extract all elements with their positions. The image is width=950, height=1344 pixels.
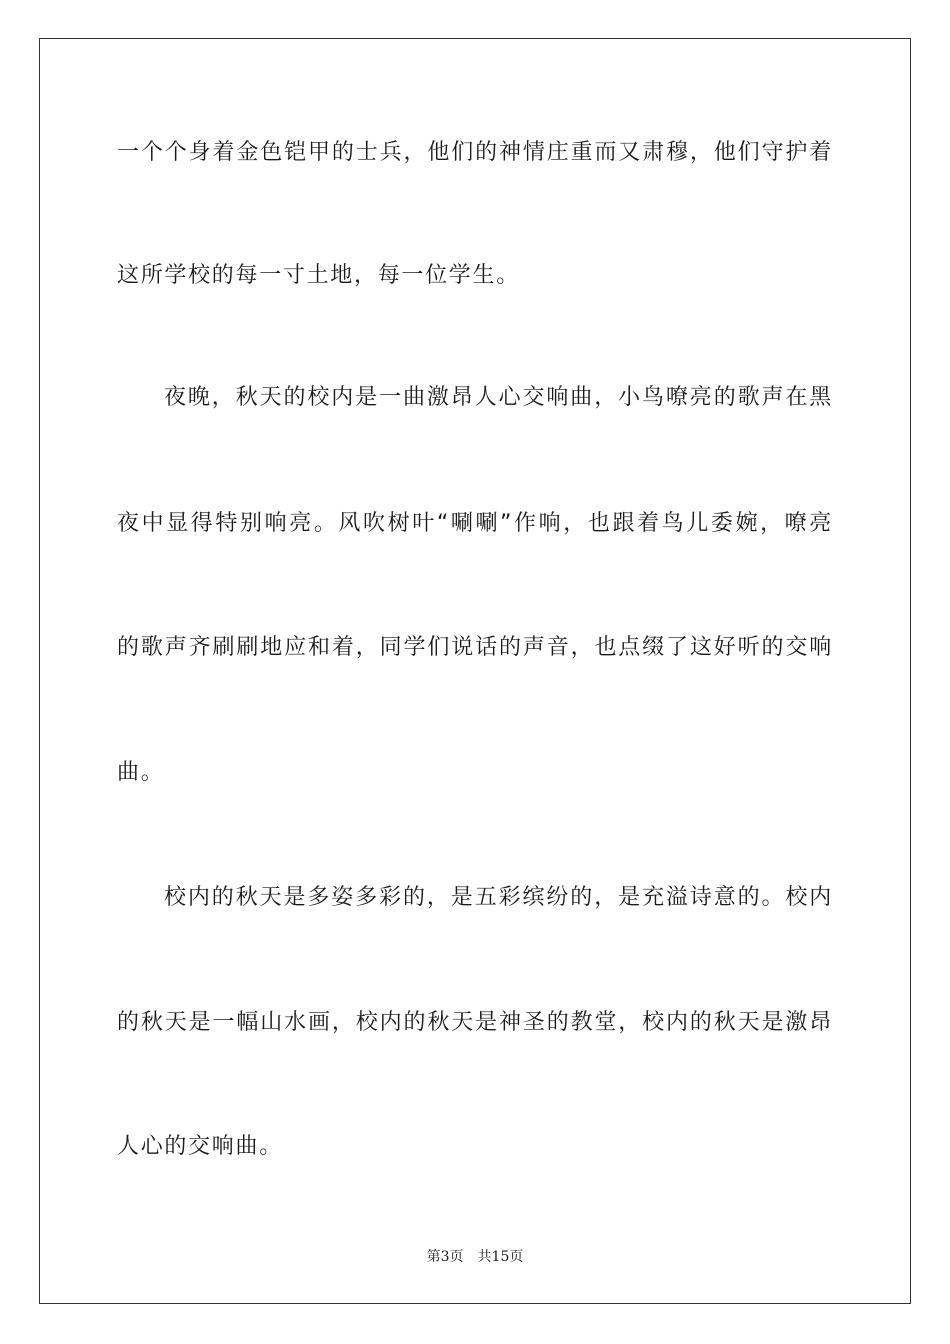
text-line-9: 人心的交响曲。 <box>117 1134 283 1159</box>
text-line-5: 的歌声齐刷刷地应和着，同学们说话的声音，也点缀了这好听的交响 <box>117 635 833 660</box>
page-number-current: 第3页 <box>426 1249 464 1265</box>
text-line-7: 校内的秋天是多姿多彩的，是五彩缤纷的，是充溢诗意的。校内 <box>164 885 833 910</box>
page-footer <box>0 1248 950 1266</box>
text-line-8: 的秋天是一幅山水画，校内的秋天是神圣的教堂，校内的秋天是激昂 <box>117 1010 833 1035</box>
page-number-total: 共15页 <box>477 1249 524 1265</box>
text-line-3: 夜晚，秋天的校内是一曲激昂人心交响曲，小鸟嘹亮的歌声在黑 <box>164 385 833 410</box>
text-line-4: 夜中显得特别响亮。风吹树叶“唰唰”作响，也跟着鸟儿委婉，嘹亮 <box>117 511 833 536</box>
text-line-1: 一个个身着金色铠甲的士兵，他们的神情庄重而又肃穆，他们守护着 <box>117 140 833 165</box>
text-line-2: 这所学校的每一寸土地，每一位学生。 <box>117 263 520 288</box>
page-border <box>39 38 911 1304</box>
text-line-6: 曲。 <box>117 760 165 785</box>
